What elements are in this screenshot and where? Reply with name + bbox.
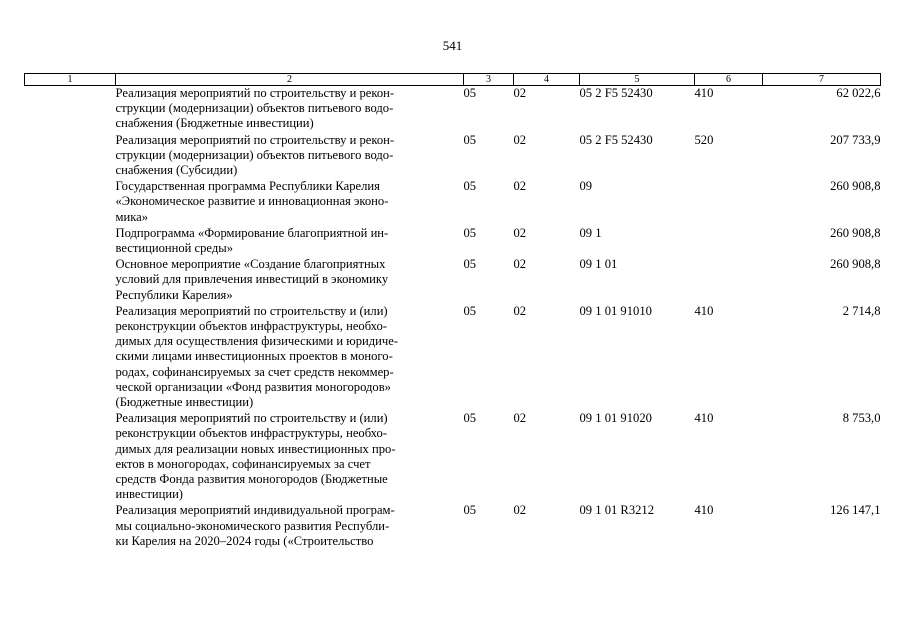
column-number-header [25, 74, 881, 86]
row-name-line: ческой организации «Фонд развития моногородов» [115, 379, 391, 394]
row-name-line: Реализация мероприятий по строительству и рекон- [115, 86, 395, 100]
subsection-cell: 02 [513, 503, 527, 518]
row-name-line: Реализация мероприятий по строительству и (или) [115, 303, 388, 318]
amount-cell: 260 908,8 [830, 179, 881, 194]
target-code-cell: 09 1 01 91020 [579, 411, 652, 426]
row-name-line: ектов в моногородах, софинансируемых за счет [115, 456, 371, 471]
section-cell: 05 [463, 179, 477, 194]
row-blank-cell [25, 411, 116, 503]
row-name-line: мика» [115, 209, 149, 224]
column-header: 7 [763, 74, 881, 86]
row-name-cell [116, 133, 464, 180]
subsection-cell: 02 [513, 86, 527, 100]
column-header: 2 [116, 74, 464, 86]
column-header: 1 [25, 74, 116, 86]
row-name-line: струкции (модернизации) объектов питьевого водо- [115, 101, 394, 116]
row-name-line: Республики Карелия» [115, 287, 233, 302]
subsection-cell: 02 [513, 257, 527, 272]
target-code-cell: 09 1 [579, 225, 602, 240]
expense-type-cell: 410 [694, 86, 714, 100]
table-row [25, 226, 881, 257]
row-name-line: димых для реализации новых инвестиционных про- [115, 441, 396, 456]
amount-cell: 126 147,1 [830, 503, 881, 518]
row-blank-cell [25, 304, 116, 411]
row-name-line: снабжения (Бюджетные инвестиции) [115, 116, 314, 131]
column-header: 4 [514, 74, 580, 86]
row-name-cell [116, 226, 464, 257]
row-name-line: реконструкции объектов инфраструктуры, необхо- [115, 426, 387, 441]
expense-type-cell: 410 [694, 411, 714, 426]
expense-type-cell [695, 226, 763, 257]
row-name-line: (Бюджетные инвестиции) [115, 395, 254, 410]
expense-type-cell: 410 [694, 303, 714, 318]
target-code-cell: 09 1 01 R3212 [579, 503, 655, 518]
amount-cell: 207 733,9 [830, 132, 881, 147]
expense-type-cell: 520 [694, 132, 714, 147]
row-name-cell [116, 304, 464, 411]
table-row [25, 304, 881, 411]
row-name-line: скими лицами инвестиционных проектов в моного- [115, 349, 393, 364]
table-row [25, 86, 881, 133]
page-number: 541 [442, 38, 463, 53]
table-row [25, 503, 881, 550]
row-blank-cell [25, 503, 116, 550]
amount-cell: 62 022,6 [836, 86, 881, 100]
row-name-cell [116, 411, 464, 503]
expense-type-cell [695, 179, 763, 226]
row-name-line: Государственная программа Республики Карелия [115, 179, 380, 194]
row-name-line: мы социально-экономического развития Республи- [115, 518, 390, 533]
section-cell: 05 [463, 503, 477, 518]
row-name-line: струкции (модернизации) объектов питьевого водо- [115, 147, 394, 162]
row-blank-cell [25, 179, 116, 226]
row-name-line: «Экономическое развитие и инновационная эконо- [115, 194, 389, 209]
row-name-line: условий для привлечения инвестиций в экономику [115, 272, 389, 287]
amount-cell: 8 753,0 [842, 411, 881, 426]
expense-type-cell [695, 257, 763, 304]
subsection-cell: 02 [513, 225, 527, 240]
row-name-line: димых для осуществления физическими и юридиче- [115, 334, 399, 349]
section-cell: 05 [463, 411, 477, 426]
row-name-line: родах, софинансируемых за счет средств некоммер- [115, 364, 394, 379]
amount-cell: 260 908,8 [830, 257, 881, 272]
row-name-cell [116, 503, 464, 550]
table-row [25, 179, 881, 226]
row-name-line: реконструкции объектов инфраструктуры, необхо- [115, 319, 387, 334]
row-name-line: ки Карелия на 2020–2024 годы («Строительство [115, 533, 374, 548]
table-body [25, 86, 881, 551]
target-code-cell: 09 1 01 91010 [579, 303, 652, 318]
row-name-cell [116, 86, 464, 133]
row-name-line: вестиционной среды» [115, 241, 234, 256]
amount-cell: 2 714,8 [842, 303, 881, 318]
target-code-cell: 09 1 01 [579, 257, 618, 272]
table-row [25, 133, 881, 180]
table-row [25, 411, 881, 503]
column-header: 3 [464, 74, 514, 86]
row-name-cell [116, 179, 464, 226]
column-header: 5 [580, 74, 695, 86]
row-blank-cell [25, 257, 116, 304]
budget-table [24, 73, 881, 550]
row-blank-cell [25, 86, 116, 133]
row-name-line: Реализация мероприятий по строительству и рекон- [115, 132, 395, 147]
section-cell: 05 [463, 225, 477, 240]
row-name-line: Реализация мероприятий индивидуальной програм- [115, 503, 395, 518]
row-name-line: инвестиции) [115, 487, 184, 502]
target-code-cell: 09 [579, 179, 593, 194]
subsection-cell: 02 [513, 303, 527, 318]
subsection-cell: 02 [513, 179, 527, 194]
subsection-cell: 02 [513, 132, 527, 147]
column-header: 6 [695, 74, 763, 86]
row-name-cell [116, 257, 464, 304]
expense-type-cell: 410 [694, 503, 714, 518]
section-cell: 05 [463, 86, 477, 100]
section-cell: 05 [463, 303, 477, 318]
subsection-cell: 02 [513, 411, 527, 426]
target-code-cell: 05 2 F5 52430 [579, 86, 653, 100]
section-cell: 05 [463, 132, 477, 147]
amount-cell: 260 908,8 [830, 225, 881, 240]
table-row [25, 257, 881, 304]
row-name-line: снабжения (Субсидии) [115, 163, 238, 178]
row-name-line: средств Фонда развития моногородов (Бюджетные [115, 472, 388, 487]
row-blank-cell [25, 226, 116, 257]
row-name-line: Реализация мероприятий по строительству и (или) [115, 411, 388, 426]
row-name-line: Основное мероприятие «Создание благоприятных [115, 257, 386, 272]
target-code-cell: 05 2 F5 52430 [579, 132, 653, 147]
row-blank-cell [25, 133, 116, 180]
row-name-line: Подпрограмма «Формирование благоприятной ин- [115, 225, 389, 240]
section-cell: 05 [463, 257, 477, 272]
